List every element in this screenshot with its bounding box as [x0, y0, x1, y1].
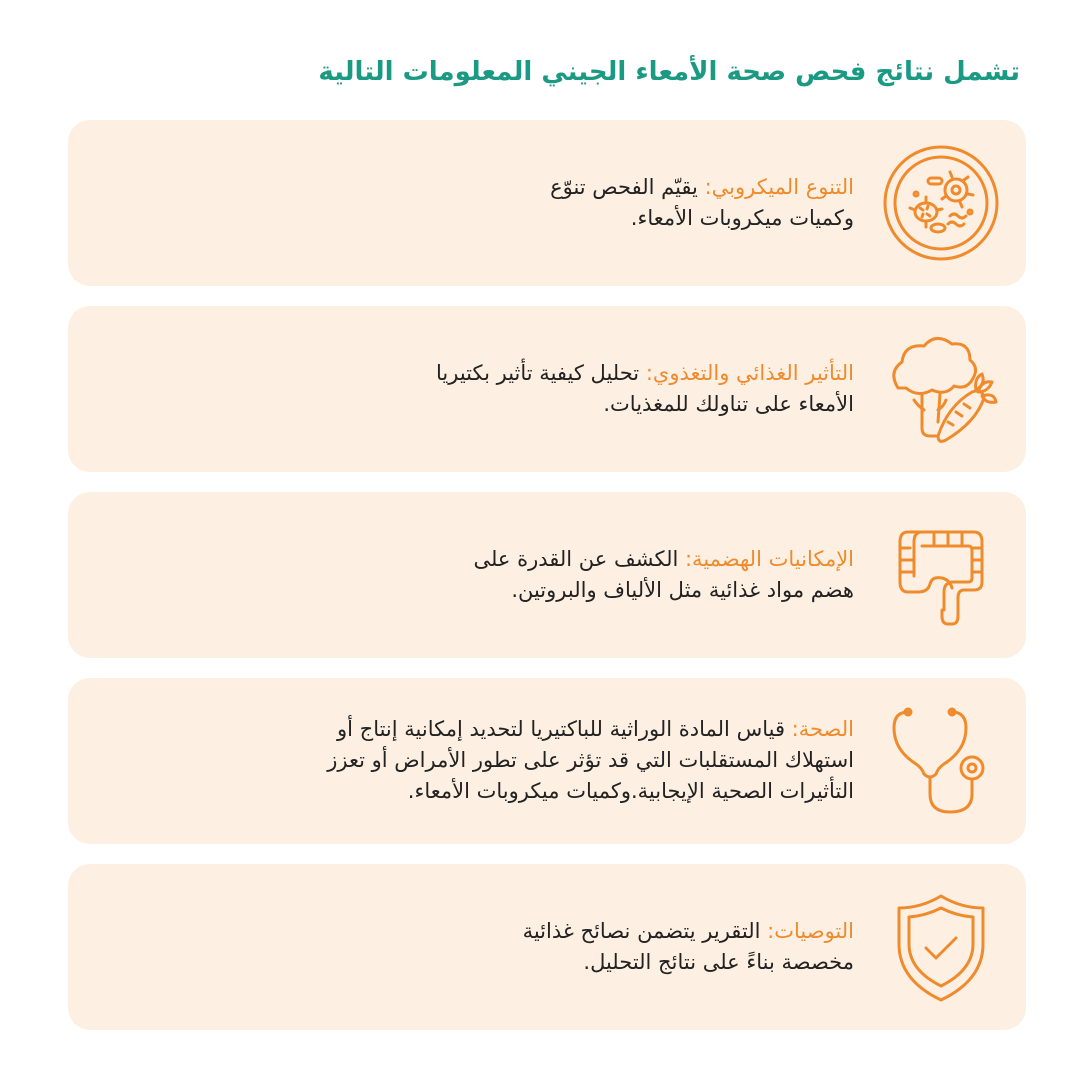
card-description-line1: الكشف عن القدرة على — [473, 547, 685, 571]
card-description-line2: وكميات ميكروبات الأمعاء. — [630, 206, 854, 230]
info-card-recommendations — [68, 864, 1026, 1030]
card-description-line1: قياس المادة الوراثية للباكتيريا لتحديد إمكانية إنتاج أو — [336, 717, 792, 741]
card-term: التأثير الغذائي والتغذوي: — [645, 361, 854, 385]
card-text — [114, 358, 854, 420]
page-title: تشمل نتائج فحص صحة الأمعاء الجيني المعلومات التالية — [318, 57, 1020, 87]
card-description-line1: يقيّم الفحص تنوّع — [550, 175, 705, 199]
card-term: التنوع الميكروبي: — [704, 175, 854, 199]
card-text — [114, 916, 854, 978]
intestine-icon — [878, 512, 1004, 638]
info-card-digestive-capabilities — [68, 492, 1026, 658]
card-description-line1: التقرير يتضمن نصائح غذائية — [522, 919, 768, 943]
card-text — [114, 544, 854, 606]
card-description-line2: هضم مواد غذائية مثل الألياف والبروتين. — [511, 578, 854, 602]
stethoscope-icon — [878, 698, 1004, 824]
card-term: الصحة: — [791, 717, 854, 741]
info-card-microbial-diversity — [68, 120, 1026, 286]
card-term: الإمكانيات الهضمية: — [684, 547, 854, 571]
microbe-dish-icon — [878, 140, 1004, 266]
broccoli-carrot-icon — [878, 326, 1004, 452]
card-text — [114, 714, 854, 807]
info-card-health — [68, 678, 1026, 844]
card-description-line2: استهلاك المستقلبات التي قد تؤثر على تطور الأمراض أو تعزز — [327, 748, 854, 772]
card-description-line2: الأمعاء على تناولك للمغذيات. — [603, 392, 854, 416]
card-term: التوصيات: — [767, 919, 854, 943]
card-description-line1: تحليل كيفية تأثير بكتيريا — [436, 361, 646, 385]
card-text — [114, 172, 854, 234]
card-description-line2: مخصصة بناءً على نتائج التحليل. — [583, 950, 854, 974]
shield-check-icon — [878, 884, 1004, 1010]
info-card-nutritional-impact — [68, 306, 1026, 472]
card-description-line3: التأثيرات الصحية الإيجابية.وكميات ميكروبات الأمعاء. — [407, 779, 854, 803]
